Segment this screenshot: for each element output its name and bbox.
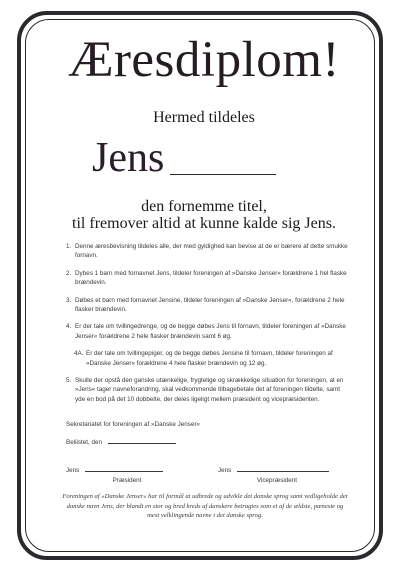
rule-item: 3. Døbes et barn med fornavnet Jensine, tildeler foreningen af »Danske Jenser«, forældrene 2 hele flasker brændevin. xyxy=(66,296,345,314)
signature-right-label: Jens xyxy=(218,467,232,474)
rule-item: 5. Skulle der opstå den ganske utænkelige, frygtelige og skrækkelige situation for foreningen, at en »Jens« tager navneforandring, skal vedkommende tilbagebetale det af foreningen tildelte, samt yde en bod på det 10 dobbelte, der deles ligeligt mellem præsident og vicepræsidenten. xyxy=(66,377,344,403)
signature-right xyxy=(218,466,329,475)
place-date-label: Beliistet, den xyxy=(66,439,103,446)
diploma-title: Æresdiplom! xyxy=(68,32,340,88)
title-line-2: til fremover altid at kunne kalde sig Jens. xyxy=(72,215,336,232)
signature-left-label: Jens xyxy=(66,467,80,474)
rule-item: 4. Er der tale om tvillingedrenge, og de begge døbes Jens til fornavn, tildeler foreningen af »Danske Jenser« forældrene 2 hele flasker brændevin samt 6 øg. xyxy=(66,323,346,340)
rules-list xyxy=(66,242,348,412)
signature-right-blank xyxy=(237,466,329,472)
place-date-line xyxy=(66,438,176,447)
signature-left-caption: Præsident xyxy=(112,477,142,484)
recipient-name-row xyxy=(92,132,276,182)
signature-right-caption: Vicepræsident xyxy=(256,477,298,484)
rule-item: 2. Dybes 1 barn med fornavnet Jens, tildeler foreningen af »Danske Jenser« forældrene 1 hel flaske brændevin. xyxy=(66,269,347,287)
place-date-blank xyxy=(108,438,176,444)
rule-item: 4A. Er der tale om tvillingepiger, og de begge døbes Jensine til fornavn, tildeler foreningen af »Danske Jenser« forældrene 4 hele flasker brændevin og 12 øg. xyxy=(74,350,333,367)
recipient-name: Jens xyxy=(92,135,165,181)
signature-left-blank xyxy=(85,466,163,472)
association-note: Foreningen af »Danske Jenser« har til formål at udbrede og udvikle det danske sprog samt vedligeholde det danske navn Jens, der blandt en stor og bred kreds af danskere betragtes som et af de ældste, pæneste og mest velklingende navne i det danske sprog. xyxy=(62,493,348,520)
recipient-name-underline xyxy=(170,174,276,175)
title-line-1: den fornemme titel, xyxy=(141,198,267,215)
signature-left xyxy=(66,466,163,475)
diploma-subtitle: Hermed tildeles xyxy=(153,109,255,126)
rule-item: 1. Denne æresbevisning tildeles alle, der med gyldighed kan bevise at de er bærere af dette smukke fornavn. xyxy=(66,243,348,260)
secretariat-line: Sekretariatet for foreningen af »Danske Jenser« xyxy=(66,421,201,428)
